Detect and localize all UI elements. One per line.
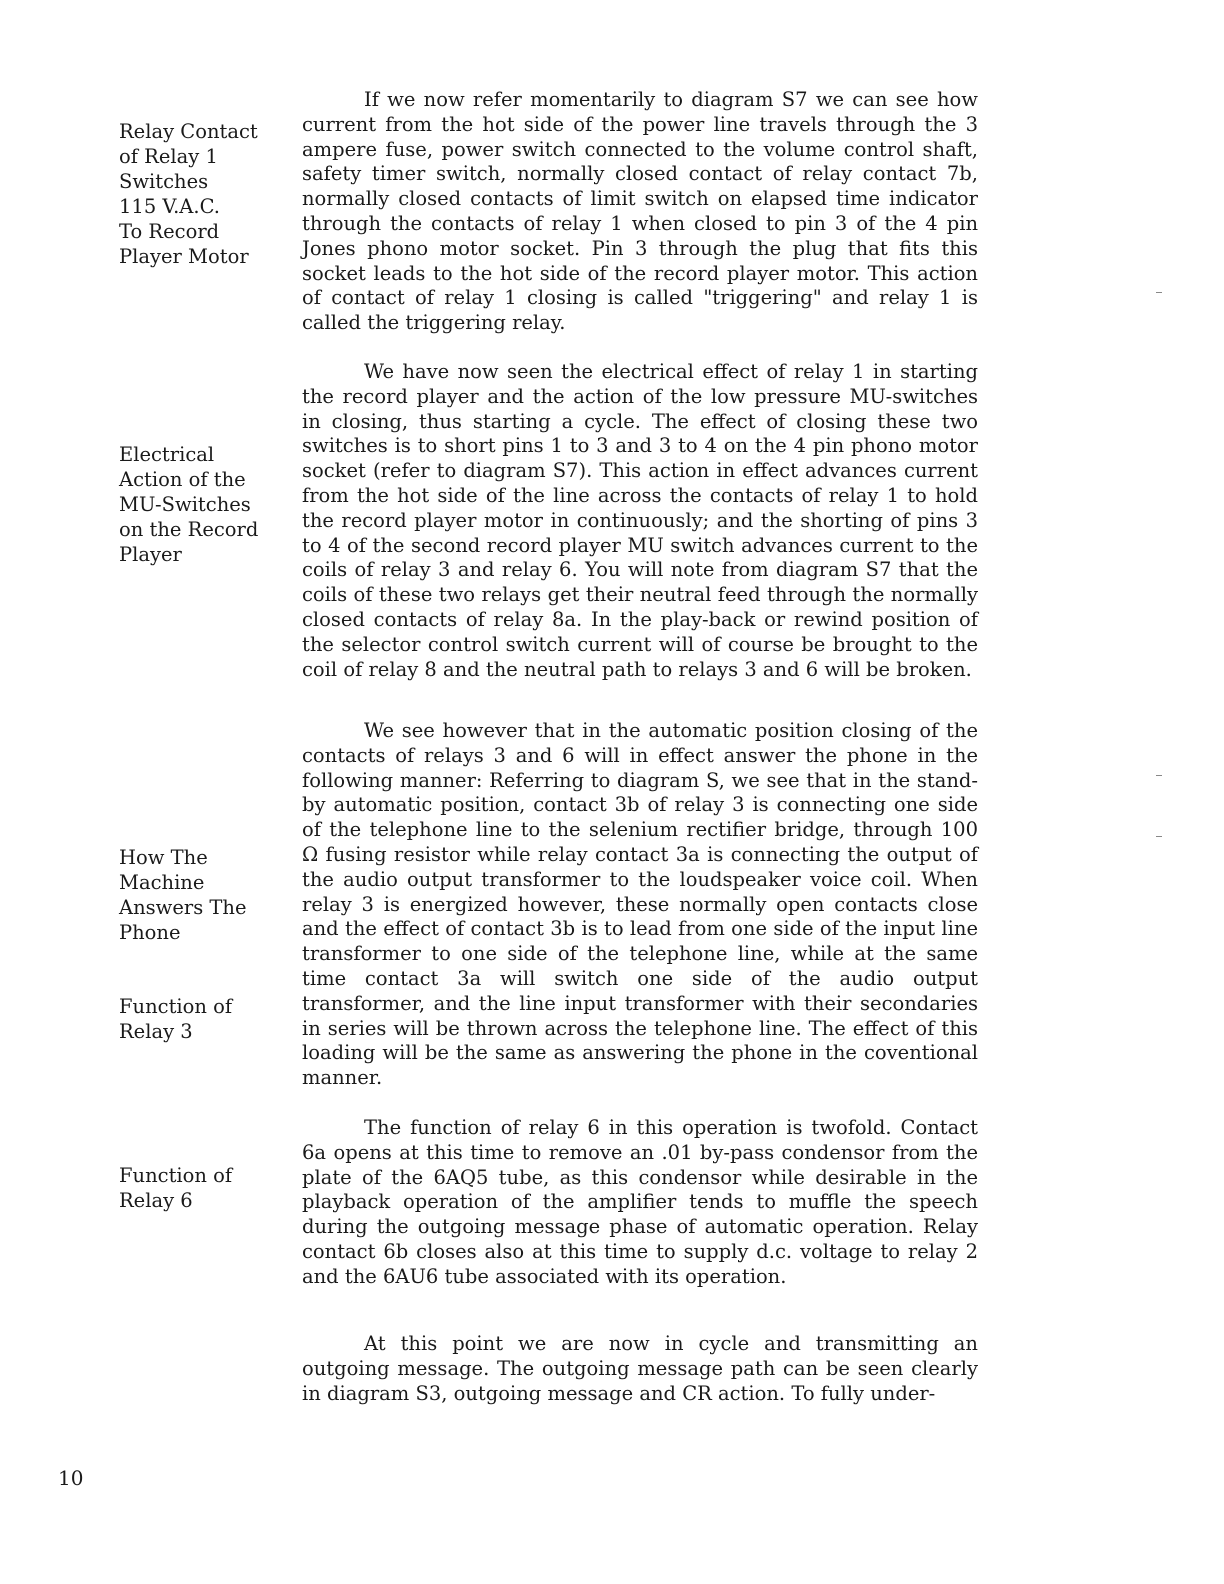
page-number: 10 [58, 1466, 84, 1490]
paragraph-1: If we now refer momentarily to diagram S7 we can see how current from the hot side of the power line travels through the 3 ampere fuse, power switch connected to the volume control shaft, safety timer switch, normally closed contact of relay contact 7b, normally closed contacts of limit switch on elapsed time indicator through the contacts of relay 1 when closed to pin 3 of the 4 pin Jones phono motor socket. Pin 3 through the plug that fits this socket leads to the hot side of the record player motor. This action of contact of relay 1 closing is called "triggering" and relay 1 is called the triggering relay. [302, 88, 978, 335]
scan-mark [1156, 836, 1162, 837]
margin-note-relay-3: Function of Relay 3 [119, 995, 233, 1043]
paragraph-5: At this point we are now in cycle and transmitting an outgoing message. The outgoing message path can be seen clearly in diagram S3, outgoing message and CR action. To fully under- [302, 1332, 978, 1405]
margin-note-relay-contact: Relay Contact of Relay 1 Switches 115 V.A.C. To Record Player Motor [119, 120, 258, 268]
scan-mark [1156, 292, 1162, 293]
paragraph-4: The function of relay 6 in this operation is twofold. Contact 6a opens at this time to remove an .01 by-pass condensor from the plate of the 6AQ5 tube, as this condensor while desirable in the playback operation of the amplifier tends to muffle the speech during the outgoing message phase of automatic operation. Relay contact 6b closes also at this time to supply d.c. voltage to relay 2 and the 6AU6 tube associated with its operation. [302, 1116, 978, 1288]
margin-note-relay-6: Function of Relay 6 [119, 1164, 233, 1212]
scan-mark [1156, 775, 1162, 776]
paragraph-2: We have now seen the electrical effect of relay 1 in starting the record player and the action of the low pressure MU-switches in closing, thus starting a cycle. The effect of closing these two switches is to short pins 1 to 3 and 3 to 4 on the 4 pin phono motor socket (refer to diagram S7). This action in effect advances current from the hot side of the line across the contacts of relay 1 to hold the record player motor in continuously; and the shorting of pins 3 to 4 of the second record player MU switch advances current to the coils of relay 3 and relay 6. You will note from diagram S7 that the coils of these two relays get their neutral feed through the normally closed contacts of relay 8a. In the play-back or rewind position of the selector control switch current will of course be brought to the coil of relay 8 and the neutral path to relays 3 and 6 will be broken. [302, 360, 978, 681]
margin-note-machine-answers: How The Machine Answers The Phone [119, 846, 247, 944]
paragraph-3: We see however that in the automatic position closing of the contacts of relays 3 and 6 will in effect answer the phone in the following manner: Referring to diagram S, we see that in the stand-by automatic position, contact 3b of relay 3 is connecting one side of the telephone line to the selenium rectifier bridge, through 100 Ω fusing resistor while relay contact 3a is connecting the output of the audio output transformer to the loudspeaker voice coil. When relay 3 is energized however, these normally open contacts close and the effect of contact 3b is to lead from one side of the input line transformer to one side of the telephone line, while at the same time contact 3a will switch one side of the audio output transformer, and the line input transformer with their secondaries in series will be thrown across the telephone line. The effect of this loading will be the same as answering the phone in the coventional manner. [302, 719, 978, 1090]
margin-note-electrical-action: Electrical Action of the MU-Switches on the Record Player [119, 443, 259, 566]
